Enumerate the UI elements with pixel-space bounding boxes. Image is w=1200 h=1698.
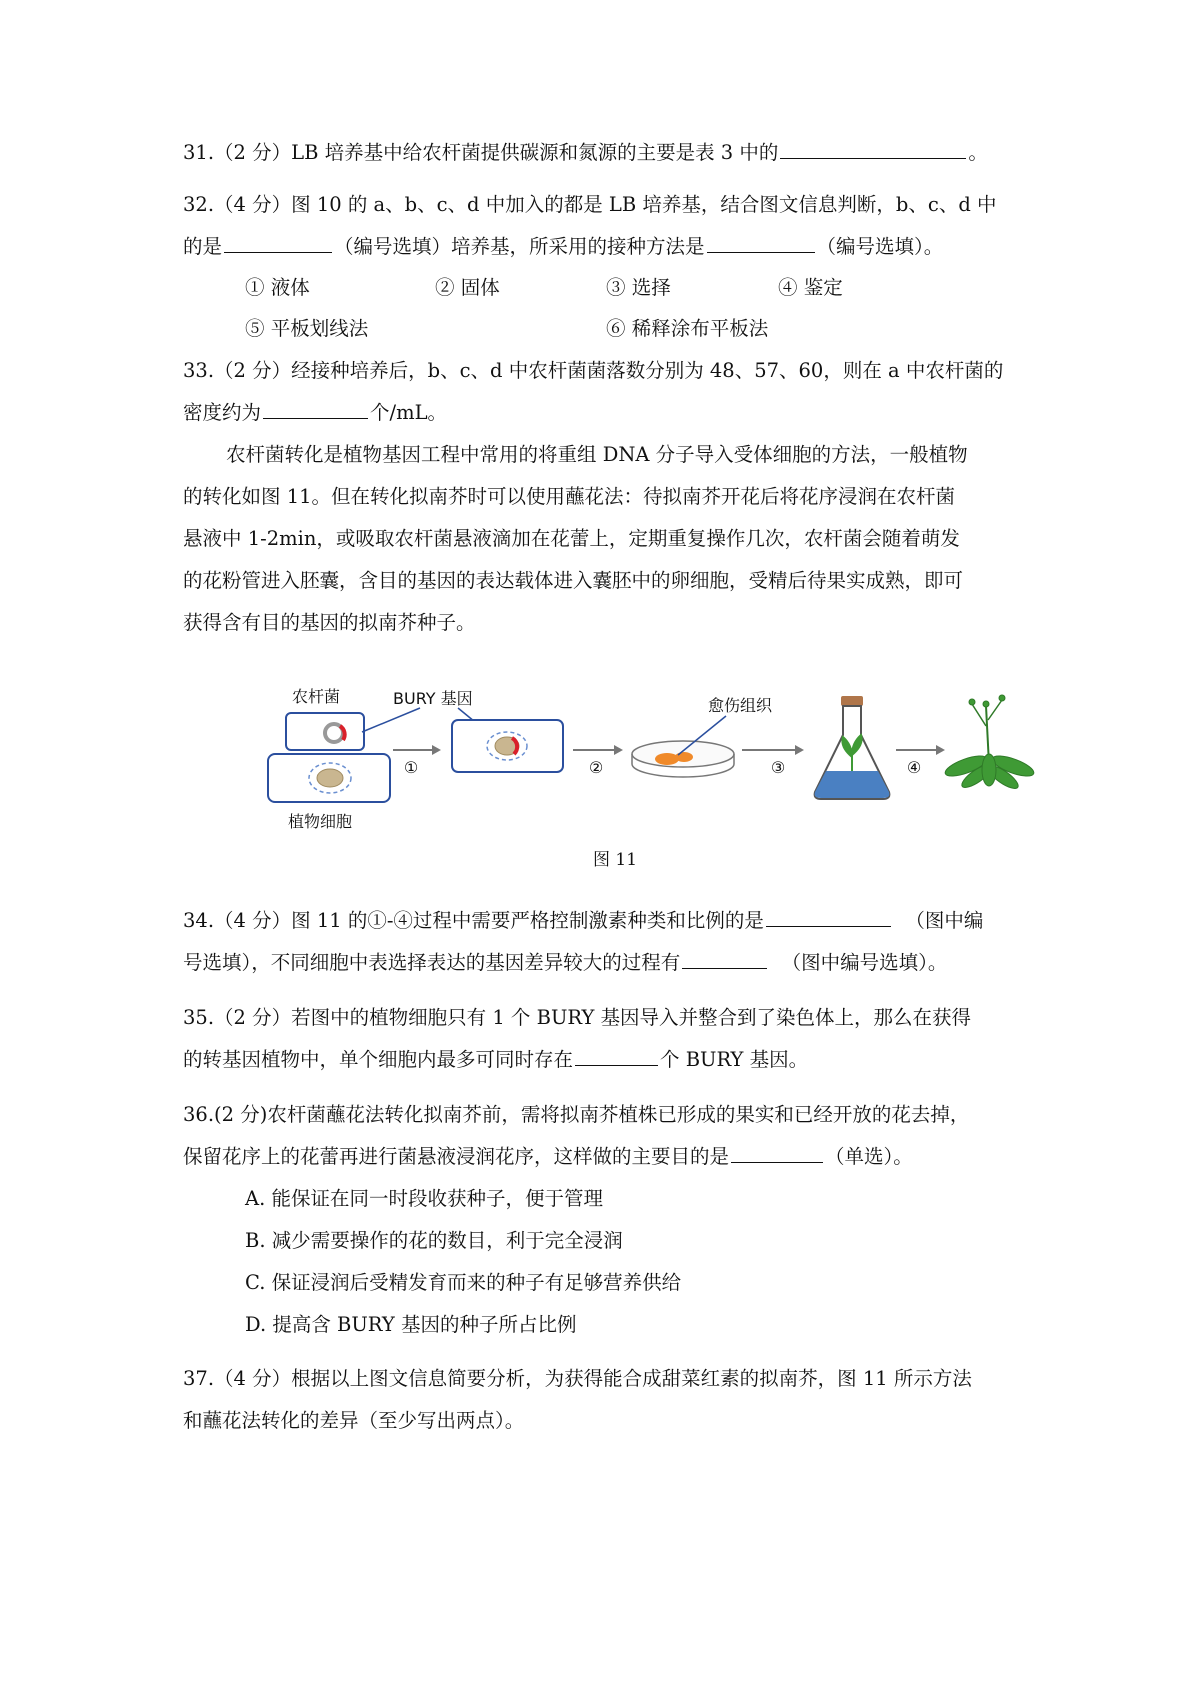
mature-plant-icon <box>943 695 1036 792</box>
question-35-line1: 35.（2 分）若图中的植物细胞只有 1 个 BURY 基因导入并整合到了染色体上，那么在获得 <box>183 1006 972 1029</box>
question-33-line1: 33.（2 分）经接种培养后，b、c、d 中农杆菌菌落数分别为 48、57、60，则在 a 中农杆菌的 <box>183 359 1004 382</box>
arrow-step-3-head <box>795 745 804 755</box>
question-34-line1 <box>183 906 983 936</box>
chromatin-icon <box>317 769 343 787</box>
question-31 <box>183 138 988 168</box>
q32-option-6: ⑥ 稀释涂布平板法 <box>606 317 769 340</box>
q34-blank-hormone[interactable] <box>766 906 891 927</box>
q35-answer-blank[interactable] <box>575 1045 658 1066</box>
q31-answer-blank[interactable] <box>780 138 966 159</box>
q34-text-b: （图中编 <box>905 909 984 932</box>
step-1-label: ① <box>403 758 419 777</box>
q33-answer-blank[interactable] <box>263 398 368 419</box>
q35-text-b: 个 BURY 基因。 <box>660 1048 809 1071</box>
q32-blank-medium[interactable] <box>224 232 332 253</box>
question-35-line2 <box>183 1045 808 1075</box>
passage-line-4: 的花粉管进入胚囊，含目的基因的表达载体进入囊胚中的卵细胞，受精后待果实成熟，即可 <box>183 569 964 592</box>
passage-line-1: 农杆菌转化是植物基因工程中常用的将重组 DNA 分子导入受体细胞的方法，一般植物 <box>226 443 968 466</box>
question-36-line1: 36.(2 分)农杆菌蘸花法转化拟南芥前，需将拟南芥植株已形成的果实和已经开放的花去掉， <box>183 1103 970 1126</box>
q36-text-a: 保留花序上的花蕾再进行菌悬液浸润花序，这样做的主要目的是 <box>183 1145 730 1168</box>
q32-blank-method[interactable] <box>707 232 815 253</box>
callus-icon <box>655 753 679 765</box>
question-37-line1: 37.（4 分）根据以上图文信息简要分析，为获得能合成甜菜红素的拟南芥，图 11 所示方法 <box>183 1367 972 1390</box>
q33-text-b: 个/mL。 <box>370 401 448 424</box>
label-plant-cell: 植物细胞 <box>288 812 353 831</box>
q31-text: 31.（2 分）LB 培养基中给农杆菌提供碳源和氮源的主要是表 3 中的 <box>183 141 779 164</box>
question-34-line2 <box>183 948 947 978</box>
q36-choice-b: B. 减少需要操作的花的数目，利于完全浸润 <box>245 1229 623 1252</box>
arrow-step-4-head <box>936 745 945 755</box>
label-agrobacterium: 农杆菌 <box>292 687 341 706</box>
q36-answer-blank[interactable] <box>731 1142 823 1163</box>
flask-stopper <box>841 696 863 706</box>
arrow-step-2-head <box>614 745 623 755</box>
question-32-line2 <box>183 232 943 262</box>
q36-text-b: （单选）。 <box>825 1145 913 1168</box>
arrow-step-1-head <box>432 745 441 755</box>
q32-text-a: 的是 <box>183 235 223 258</box>
gene-pointer-1 <box>362 708 420 732</box>
question-36-line2 <box>183 1142 913 1172</box>
q33-text-a: 密度约为 <box>183 401 262 424</box>
q32-option-4: ④ 鉴定 <box>778 276 843 299</box>
step-4-label: ④ <box>906 758 922 777</box>
q36-choice-d: D. 提高含 BURY 基因的种子所占比例 <box>245 1313 577 1336</box>
q36-choice-c: C. 保证浸润后受精发育而来的种子有足够营养供给 <box>245 1271 682 1294</box>
passage-line-3: 悬液中 1-2min，或吸取农杆菌悬液滴加在花蕾上，定期重复操作几次，农杆菌会随着萌发 <box>183 527 960 550</box>
flask-medium <box>815 771 890 798</box>
q36-choice-a: A. 能保证在同一时段收获种子，便于管理 <box>245 1187 603 1210</box>
q34-text-d: （图中编号选填）。 <box>781 951 948 974</box>
passage-line-5: 获得含有目的基因的拟南芥种子。 <box>183 611 476 634</box>
label-callus: 愈伤组织 <box>708 696 773 715</box>
q32-option-5: ⑤ 平板划线法 <box>245 317 369 340</box>
passage-line-2: 的转化如图 11。但在转化拟南芥时可以使用蘸花法：待拟南芥开花后将花序浸润在农杆菌 <box>183 485 956 508</box>
q32-option-3: ③ 选择 <box>606 276 671 299</box>
q35-text-a: 的转基因植物中，单个细胞内最多可同时存在 <box>183 1048 574 1071</box>
callus-icon-2 <box>675 752 693 762</box>
figure-11-caption: 图 11 <box>592 850 638 870</box>
label-bury-gene: BURY 基因 <box>393 689 473 708</box>
q32-option-1: ① 液体 <box>245 276 310 299</box>
question-33-line2 <box>183 398 447 428</box>
q34-text-c: 号选填），不同细胞中表选择表达的基因差异较大的过程有 <box>183 951 681 974</box>
q31-end: 。 <box>968 141 988 164</box>
q32-text-c: （编号选填）。 <box>816 235 944 258</box>
q32-text-b: （编号选填）培养基，所采用的接种方法是 <box>334 235 705 258</box>
figure-11-diagram <box>0 670 1200 840</box>
q34-text-a: 34.（4 分）图 11 的①-④过程中需要严格控制激素种类和比例的是 <box>183 909 764 932</box>
q32-option-2: ② 固体 <box>435 276 500 299</box>
step-3-label: ③ <box>770 758 786 777</box>
question-32-line1: 32.（4 分）图 10 的 a、b、c、d 中加入的都是 LB 培养基，结合图文信息判断，b、c、d 中 <box>183 193 997 216</box>
q34-blank-expression[interactable] <box>682 948 767 969</box>
step-2-label: ② <box>588 758 604 777</box>
question-37-line2: 和蘸花法转化的差异（至少写出两点）。 <box>183 1409 525 1432</box>
